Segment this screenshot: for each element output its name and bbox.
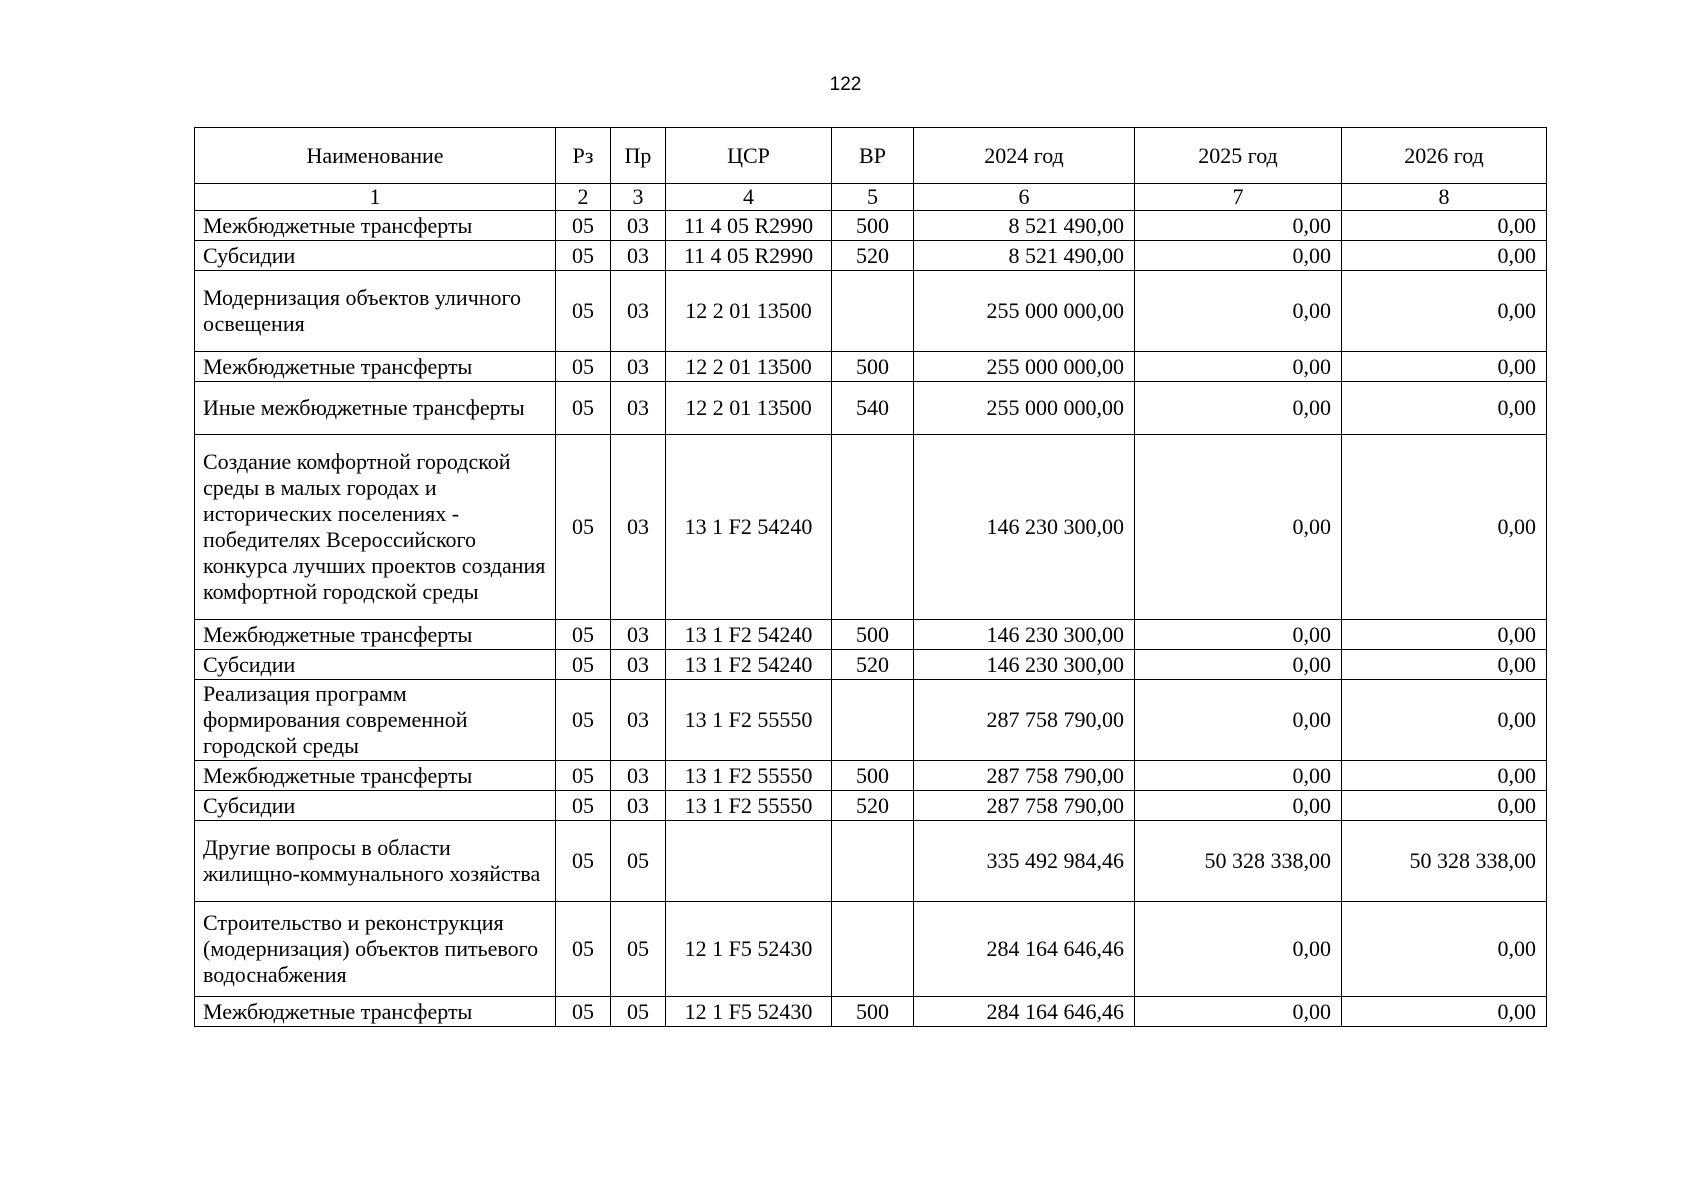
header-vr: ВР (832, 128, 914, 184)
row-2026: 0,00 (1342, 271, 1547, 352)
header-row (195, 128, 1547, 184)
row-vr (832, 435, 914, 620)
row-name: Строительство и реконструкция (модернизация) объектов питьевого водоснабжения (195, 902, 556, 997)
table-row (195, 352, 1547, 382)
row-rz: 05 (556, 352, 611, 382)
row-2025: 0,00 (1135, 352, 1342, 382)
row-2025: 0,00 (1135, 211, 1342, 241)
table-row (195, 650, 1547, 680)
row-2024: 287 758 790,00 (914, 791, 1135, 821)
header-name: Наименование (195, 128, 556, 184)
row-2025: 0,00 (1135, 761, 1342, 791)
row-vr: 500 (832, 761, 914, 791)
row-2026: 0,00 (1342, 997, 1547, 1027)
table-row (195, 211, 1547, 241)
table-row (195, 241, 1547, 271)
column-number: 7 (1135, 184, 1342, 211)
row-name: Реализация программ формирования современной городской среды (195, 680, 556, 761)
row-pr: 03 (611, 435, 666, 620)
header-csr: ЦСР (666, 128, 832, 184)
row-csr: 12 2 01 13500 (666, 271, 832, 352)
column-number-row (195, 184, 1547, 211)
row-2026: 0,00 (1342, 211, 1547, 241)
row-name: Межбюджетные трансферты (195, 211, 556, 241)
header-2026: 2026 год (1342, 128, 1547, 184)
row-pr: 03 (611, 271, 666, 352)
column-number: 5 (832, 184, 914, 211)
row-pr: 03 (611, 211, 666, 241)
row-name: Субсидии (195, 791, 556, 821)
column-number: 2 (556, 184, 611, 211)
row-csr: 12 2 01 13500 (666, 382, 832, 435)
row-pr: 03 (611, 680, 666, 761)
row-2025: 0,00 (1135, 791, 1342, 821)
header-2024: 2024 год (914, 128, 1135, 184)
column-number: 3 (611, 184, 666, 211)
column-number: 4 (666, 184, 832, 211)
table-row (195, 620, 1547, 650)
header-pr: Пр (611, 128, 666, 184)
row-pr: 03 (611, 352, 666, 382)
row-pr: 03 (611, 791, 666, 821)
row-rz: 05 (556, 620, 611, 650)
row-pr: 03 (611, 382, 666, 435)
row-vr: 500 (832, 620, 914, 650)
table-row (195, 997, 1547, 1027)
row-2024: 146 230 300,00 (914, 620, 1135, 650)
row-vr (832, 821, 914, 902)
row-rz: 05 (556, 997, 611, 1027)
row-2025: 50 328 338,00 (1135, 821, 1342, 902)
table-row (195, 821, 1547, 902)
row-name: Межбюджетные трансферты (195, 997, 556, 1027)
row-csr: 12 1 F5 52430 (666, 902, 832, 997)
row-name: Иные межбюджетные трансферты (195, 382, 556, 435)
row-2025: 0,00 (1135, 271, 1342, 352)
row-2024: 8 521 490,00 (914, 211, 1135, 241)
row-2024: 335 492 984,46 (914, 821, 1135, 902)
row-vr: 520 (832, 650, 914, 680)
table-row (195, 271, 1547, 352)
row-pr: 05 (611, 902, 666, 997)
row-csr: 11 4 05 R2990 (666, 211, 832, 241)
row-csr: 12 1 F5 52430 (666, 997, 832, 1027)
page-number: 122 (829, 74, 862, 95)
row-rz: 05 (556, 761, 611, 791)
row-2025: 0,00 (1135, 650, 1342, 680)
row-pr: 05 (611, 821, 666, 902)
row-pr: 03 (611, 650, 666, 680)
row-2025: 0,00 (1135, 435, 1342, 620)
row-vr: 540 (832, 382, 914, 435)
row-2026: 0,00 (1342, 620, 1547, 650)
row-rz: 05 (556, 791, 611, 821)
row-vr (832, 271, 914, 352)
row-name: Субсидии (195, 650, 556, 680)
row-name: Другие вопросы в области жилищно-коммунального хозяйства (195, 821, 556, 902)
row-csr: 11 4 05 R2990 (666, 241, 832, 271)
row-vr: 500 (832, 211, 914, 241)
row-2024: 287 758 790,00 (914, 761, 1135, 791)
table-row (195, 761, 1547, 791)
row-csr: 13 1 F2 54240 (666, 620, 832, 650)
row-name: Межбюджетные трансферты (195, 761, 556, 791)
row-rz: 05 (556, 435, 611, 620)
row-csr: 13 1 F2 55550 (666, 791, 832, 821)
row-pr: 03 (611, 241, 666, 271)
column-number: 1 (195, 184, 556, 211)
row-2026: 0,00 (1342, 902, 1547, 997)
row-vr: 500 (832, 352, 914, 382)
row-2026: 0,00 (1342, 650, 1547, 680)
row-2026: 0,00 (1342, 761, 1547, 791)
row-2026: 0,00 (1342, 382, 1547, 435)
row-name: Межбюджетные трансферты (195, 620, 556, 650)
row-csr: 12 2 01 13500 (666, 352, 832, 382)
row-csr: 13 1 F2 54240 (666, 435, 832, 620)
budget-table (194, 127, 1547, 1027)
row-2024: 284 164 646,46 (914, 902, 1135, 997)
row-2026: 0,00 (1342, 352, 1547, 382)
row-vr: 520 (832, 241, 914, 271)
row-2024: 284 164 646,46 (914, 997, 1135, 1027)
header-rz: Рз (556, 128, 611, 184)
row-name: Модернизация объектов уличного освещения (195, 271, 556, 352)
row-pr: 03 (611, 620, 666, 650)
row-pr: 03 (611, 761, 666, 791)
row-2025: 0,00 (1135, 997, 1342, 1027)
row-2026: 0,00 (1342, 680, 1547, 761)
row-2025: 0,00 (1135, 680, 1342, 761)
row-rz: 05 (556, 902, 611, 997)
row-2026: 0,00 (1342, 241, 1547, 271)
row-vr (832, 902, 914, 997)
column-number: 8 (1342, 184, 1547, 211)
row-rz: 05 (556, 680, 611, 761)
table-row (195, 382, 1547, 435)
row-2024: 255 000 000,00 (914, 382, 1135, 435)
table-row (195, 902, 1547, 997)
row-csr: 13 1 F2 54240 (666, 650, 832, 680)
row-pr: 05 (611, 997, 666, 1027)
row-2026: 0,00 (1342, 435, 1547, 620)
table-row (195, 791, 1547, 821)
row-vr: 520 (832, 791, 914, 821)
row-name: Межбюджетные трансферты (195, 352, 556, 382)
row-2025: 0,00 (1135, 241, 1342, 271)
table-row (195, 680, 1547, 761)
row-2025: 0,00 (1135, 382, 1342, 435)
row-rz: 05 (556, 650, 611, 680)
row-csr: 13 1 F2 55550 (666, 761, 832, 791)
row-rz: 05 (556, 382, 611, 435)
row-2024: 255 000 000,00 (914, 352, 1135, 382)
row-2024: 146 230 300,00 (914, 650, 1135, 680)
row-2024: 255 000 000,00 (914, 271, 1135, 352)
row-2026: 0,00 (1342, 791, 1547, 821)
header-2025: 2025 год (1135, 128, 1342, 184)
row-rz: 05 (556, 241, 611, 271)
row-2024: 287 758 790,00 (914, 680, 1135, 761)
row-csr (666, 821, 832, 902)
row-2024: 146 230 300,00 (914, 435, 1135, 620)
row-2025: 0,00 (1135, 902, 1342, 997)
row-2026: 50 328 338,00 (1342, 821, 1547, 902)
table-row (195, 435, 1547, 620)
row-rz: 05 (556, 211, 611, 241)
row-vr (832, 680, 914, 761)
column-number: 6 (914, 184, 1135, 211)
row-name: Создание комфортной городской среды в малых городах и исторических поселениях - победителях Всероссийского конкурса лучших проектов создания комфортной городской среды (195, 435, 556, 620)
row-vr: 500 (832, 997, 914, 1027)
row-2025: 0,00 (1135, 620, 1342, 650)
row-rz: 05 (556, 821, 611, 902)
row-rz: 05 (556, 271, 611, 352)
row-name: Субсидии (195, 241, 556, 271)
row-2024: 8 521 490,00 (914, 241, 1135, 271)
row-csr: 13 1 F2 55550 (666, 680, 832, 761)
